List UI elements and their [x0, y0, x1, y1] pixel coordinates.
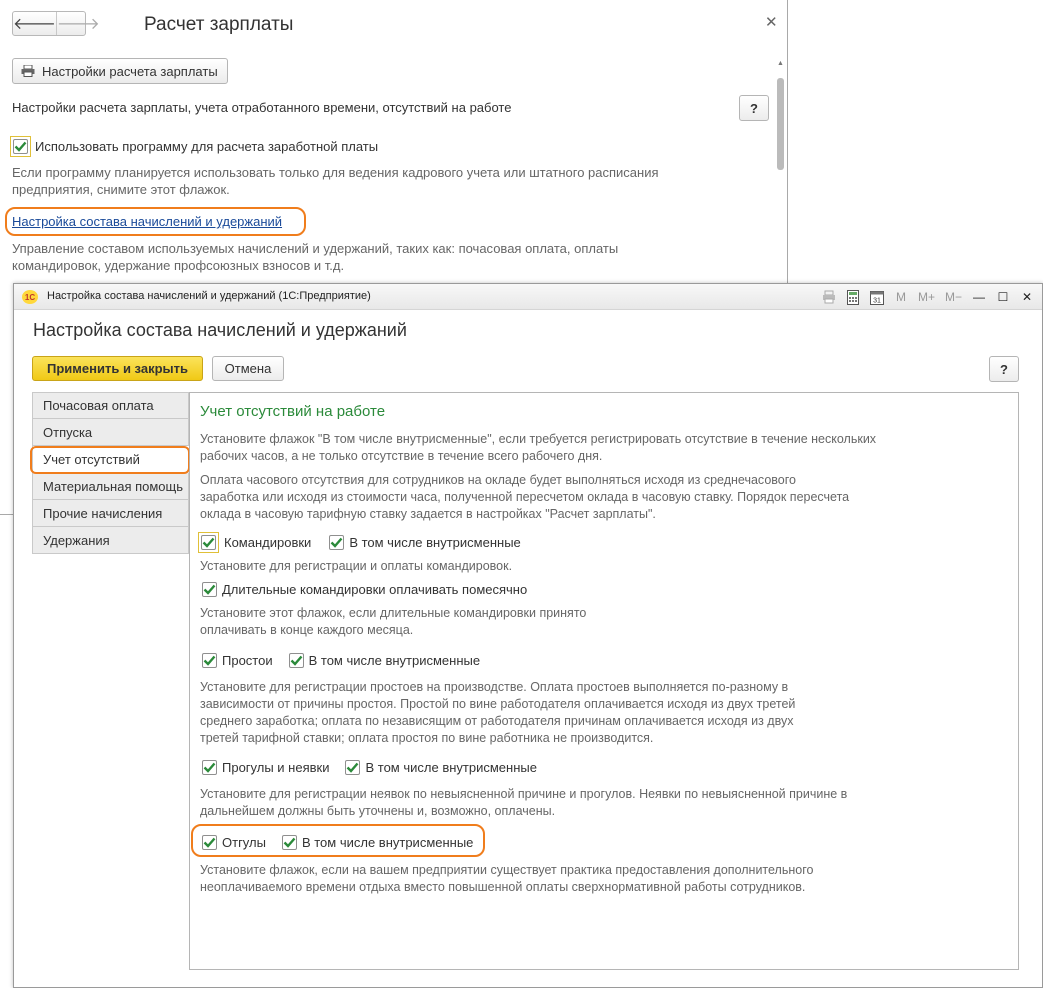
section-description: Настройки расчета зарплаты, учета отработанного времени, отсутствий на работе	[12, 100, 512, 115]
scrollbar-thumb[interactable]	[777, 78, 784, 170]
accruals-dialog	[13, 283, 1043, 988]
long-trips-note-line-2: оплачивать в конце каждого месяца.	[200, 623, 414, 637]
use-program-row	[10, 136, 378, 157]
tab-hourly-pay[interactable]: Почасовая оплата	[32, 392, 189, 419]
help-button[interactable]: ?	[989, 356, 1019, 382]
trips-checkbox[interactable]	[201, 535, 216, 550]
absence-tracking-panel	[189, 392, 1019, 970]
dialog-heading: Настройка состава начислений и удержаний	[33, 320, 407, 340]
titlebar-toolbar	[822, 288, 1034, 306]
tab-financial-aid[interactable]: Материальная помощь	[32, 473, 189, 500]
apply-and-close-button[interactable]: Применить и закрыть	[32, 356, 203, 381]
memory-m-icon[interactable]: M	[895, 290, 906, 304]
arrow-right-icon: 🡒	[56, 16, 100, 33]
trips-row	[198, 532, 521, 553]
time-off-note-line-2: неоплачиваемого времени отдыха вместо повышенной оплаты сверхнормативной работы сотрудников.	[200, 880, 806, 894]
close-icon[interactable]: ✕	[765, 14, 778, 31]
trips-label: Командировки	[224, 535, 312, 550]
downtime-intra-label: В том числе внутрисменные	[308, 653, 481, 668]
downtime-checkbox[interactable]	[202, 653, 217, 668]
absences-intra-label: В том числе внутрисменные	[365, 760, 537, 775]
use-program-note-line-2: предприятия, снимите этот флажок.	[12, 182, 230, 197]
time-off-row	[202, 835, 473, 850]
arrow-left-icon: 🡐	[13, 16, 56, 33]
salary-settings-button-label: Настройки расчета зарплаты	[42, 63, 218, 79]
absences-note-line-2: дальнейшем должны быть уточнены и, возможно, оплачены.	[200, 804, 556, 818]
tab-other-accruals[interactable]: Прочие начисления	[32, 500, 189, 527]
intro-line-2: рабочих часов, а не только отсутствие в течение всего рабочего дня.	[200, 449, 603, 463]
help-button[interactable]: ?	[739, 95, 769, 121]
page-title: Расчет зарплаты	[144, 14, 294, 35]
minimize-icon[interactable]: —	[973, 290, 985, 304]
tab-absence-tracking[interactable]: Учет отсутствий	[32, 446, 189, 473]
downtime-note-line-3: среднего заработка; оплата по независящим от работодателя причинам оплачивается исходя из двух	[200, 714, 794, 728]
time-off-checkbox[interactable]	[202, 835, 217, 850]
trips-intra-checkbox[interactable]	[329, 535, 344, 550]
panel-title: Учет отсутствий на работе	[200, 403, 386, 420]
absences-label: Прогулы и неявки	[222, 760, 330, 775]
absences-checkbox[interactable]	[202, 760, 217, 775]
downtime-note-line-4: третей тарифной ставки; оплата простоя по вине работника не производится.	[200, 731, 654, 745]
scrollbar[interactable]	[776, 60, 786, 285]
downtime-note-line-2: зависимости от причины простоя. Простой по вине работодателя оплачивается исходя из двух третей	[200, 697, 796, 711]
time-off-intra-label: В том числе внутрисменные	[301, 835, 474, 850]
salary-settings-button[interactable]	[12, 58, 228, 84]
downtime-label: Простои	[222, 653, 273, 668]
memory-minus-icon[interactable]: M−	[944, 290, 962, 304]
pay-line-3: оклада в часовую тарифную ставку задается в настройках "Расчет зарплаты".	[200, 507, 656, 521]
back-button[interactable]	[13, 12, 56, 35]
calculator-icon[interactable]	[846, 288, 860, 306]
link-note-line-1: Управление составом используемых начислений и удержаний, таких как: почасовая оплата, оплаты	[12, 241, 619, 256]
use-program-checkbox[interactable]	[13, 139, 28, 154]
use-program-checkbox-focus[interactable]	[10, 136, 31, 157]
pay-line-2: заработка или исходя из стоимости часа, полученной пересчетом оклада в часовую ставку. Порядок пересчета	[200, 490, 850, 504]
link-note-line-2: командировок, удержание профсоюзных взносов и т.д.	[12, 258, 345, 273]
long-trips-row	[202, 582, 527, 597]
pay-line-1: Оплата часового отсутствия для сотрудников на окладе будет выполняться исходя из среднечасового	[200, 473, 796, 487]
trips-intra-label: В том числе внутрисменные	[349, 535, 521, 550]
cancel-button[interactable]: Отмена	[212, 356, 284, 381]
intro-line-1: Установите флажок "В том числе внутрисменные", если требуется регистрировать отсутствие в течение нескольких	[200, 432, 877, 446]
long-trips-checkbox[interactable]	[202, 582, 217, 597]
downtime-intra-checkbox[interactable]	[289, 653, 304, 668]
absences-intra-checkbox[interactable]	[345, 760, 360, 775]
calendar-icon[interactable]	[870, 288, 884, 306]
print-icon[interactable]	[822, 288, 836, 306]
dialog-window-title: Настройка состава начислений и удержаний (1С:Предприятие)	[47, 290, 371, 302]
memory-plus-icon[interactable]: M+	[917, 290, 935, 304]
time-off-note-line-1: Установите флажок, если на вашем предприятии существует практика предоставления дополнительного	[200, 863, 814, 877]
downtime-note-line-1: Установите для регистрации простоев на производстве. Оплата простоев выполняется по-разному в	[200, 680, 789, 694]
long-trips-label: Длительные командировки оплачивать помесячно	[222, 582, 528, 597]
tab-deductions[interactable]: Удержания	[32, 527, 189, 554]
scroll-up-icon[interactable]: ▲	[777, 60, 784, 67]
trips-checkbox-focus[interactable]	[198, 532, 219, 553]
use-program-label: Использовать программу для расчета заработной платы	[35, 139, 379, 154]
long-trips-note-line-1: Установите этот флажок, если длительные командировки принято	[200, 606, 587, 620]
printer-icon	[21, 65, 35, 77]
side-tabs	[32, 392, 189, 554]
close-icon[interactable]: ✕	[1021, 290, 1033, 304]
svg-text:31: 31	[873, 297, 881, 304]
downtime-row	[202, 653, 480, 668]
dialog-titlebar	[14, 284, 1042, 310]
logo-1c-icon: 1С	[22, 290, 38, 304]
time-off-label: Отгулы	[222, 835, 266, 850]
time-off-intra-checkbox[interactable]	[282, 835, 297, 850]
accruals-settings-link[interactable]: Настройка состава начислений и удержаний	[12, 214, 283, 229]
navigation-buttons	[12, 11, 100, 36]
forward-button[interactable]	[56, 12, 100, 35]
tab-vacations[interactable]: Отпуска	[32, 419, 189, 446]
absences-row	[202, 760, 537, 775]
use-program-note-line-1: Если программу планируется использовать только для ведения кадрового учета или штатного расписания	[12, 165, 659, 180]
absences-note-line-1: Установите для регистрации неявок по невыясненной причине и прогулов. Неявки по невыясненной причине в	[200, 787, 848, 801]
trips-note: Установите для регистрации и оплаты командировок.	[200, 559, 513, 573]
maximize-icon[interactable]: ☐	[997, 290, 1009, 304]
